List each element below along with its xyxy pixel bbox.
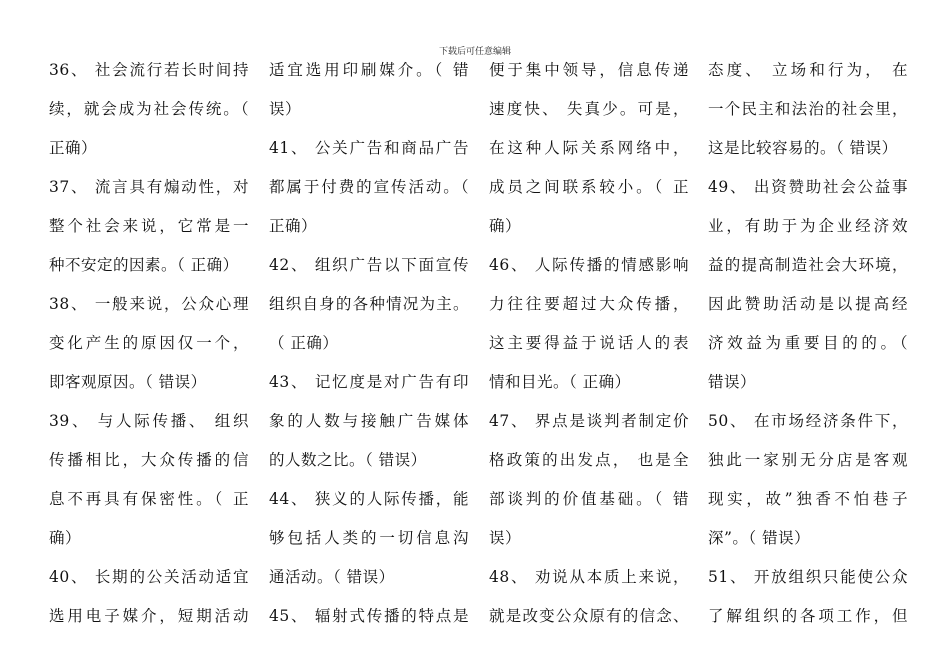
text-line: 就是改变公众原有的信念、: [489, 607, 689, 625]
text-line: 深”。（ 错误）: [708, 529, 811, 547]
text-line: 51、 开放组织只能使公众: [708, 568, 908, 586]
text-line: 益的提高制造社会大环境，: [708, 256, 908, 274]
text-line: （ 正确）: [269, 334, 339, 352]
text-column-4: [708, 56, 908, 641]
text-line: 因此赞助活动是以提高经: [708, 295, 908, 313]
text-line: 速度快、 失真少。可是，: [489, 100, 689, 118]
text-line: 续，就会成为社会传统。（: [49, 100, 249, 118]
text-line: 业，有助于为企业经济效: [708, 217, 908, 235]
text-line: 息不再具有保密性。（ 正: [49, 490, 249, 508]
text-line: 一个民主和法治的社会里，: [708, 100, 908, 118]
text-line: 50、 在市场经济条件下，: [708, 412, 908, 430]
text-line: 够包括人类的一切信息沟: [269, 529, 469, 547]
text-line: 47、 界点是谈判者制定价: [489, 412, 689, 430]
text-line: 传播相比，大众传播的信: [49, 451, 249, 469]
text-column-2: [269, 56, 469, 641]
text-line: 44、 狭义的人际传播，能: [269, 490, 469, 508]
text-line: 态度、 立场和行为， 在: [708, 61, 908, 79]
text-line: 38、 一般来说，公众心理: [49, 295, 249, 313]
page-header: 下载后可任意编辑: [438, 47, 511, 57]
text-line: 部谈判的价值基础。（ 错: [489, 490, 689, 508]
text-line: 整个社会来说，它常是一: [49, 217, 249, 235]
text-line: 49、 出资赞助社会公益事: [708, 178, 908, 196]
text-line: 组织自身的各种情况为主。: [269, 295, 469, 313]
text-line: 46、 人际传播的情感影响: [489, 256, 689, 274]
text-line: 这主要得益于说话人的表: [489, 334, 689, 352]
text-line: 确）: [489, 217, 522, 235]
text-line: 37、 流言具有煽动性，对: [49, 178, 249, 196]
text-line: 独此一家别无分店是客观: [708, 451, 908, 469]
text-line: 36、 社会流行若长时间持: [49, 61, 249, 79]
text-line: 选用电子媒介，短期活动: [49, 607, 249, 625]
text-line: 通活动。（ 错误）: [269, 568, 395, 586]
text-line: 40、 长期的公关活动适宜: [49, 568, 249, 586]
text-line: 误）: [489, 529, 522, 547]
text-line: 便于集中领导，信息传递: [489, 61, 689, 79]
text-line: 力往往要超过大众传播，: [489, 295, 689, 313]
text-line: 格政策的出发点， 也是全: [489, 451, 689, 469]
text-line: 48、 劝说从本质上来说，: [489, 568, 689, 586]
text-line: 39、 与人际传播、 组织: [49, 412, 249, 430]
text-line: 了解组织的各项工作，但: [708, 607, 908, 625]
text-line: 错误）: [708, 373, 757, 391]
text-line: 在这种人际关系网络中，: [489, 139, 689, 157]
text-line: 情和目光。（ 正确）: [489, 373, 631, 391]
text-line: 种不安定的因素。（ 正确）: [49, 256, 239, 274]
text-line: 正确）: [269, 217, 318, 235]
text-line: 这是比较容易的。（ 错误）: [708, 139, 898, 157]
text-line: 即客观原因。（ 错误）: [49, 373, 207, 391]
text-line: 成员之间联系较小。（ 正: [489, 178, 689, 196]
text-line: 象的人数与接触广告媒体: [269, 412, 469, 430]
text-line: 都属于付费的宣传活动。（: [269, 178, 469, 196]
text-line: 42、 组织广告以下面宣传: [269, 256, 469, 274]
text-line: 济效益为重要目的的。（: [708, 334, 908, 352]
text-line: 现实，故”独香不怕巷子: [708, 490, 908, 508]
text-line: 41、 公关广告和商品广告: [269, 139, 469, 157]
text-line: 变化产生的原因仅一个，: [49, 334, 249, 352]
text-column-1: [49, 56, 249, 641]
text-line: 45、 辐射式传播的特点是: [269, 607, 469, 625]
text-column-3: [489, 56, 689, 641]
text-line: 适宜选用印刷媒介。（ 错: [269, 61, 469, 79]
text-line: 确）: [49, 529, 82, 547]
text-line: 43、 记忆度是对广告有印: [269, 373, 469, 391]
text-line: 的人数之比。（ 错误）: [269, 451, 427, 469]
text-line: 正确）: [49, 139, 98, 157]
text-line: 误）: [269, 100, 302, 118]
